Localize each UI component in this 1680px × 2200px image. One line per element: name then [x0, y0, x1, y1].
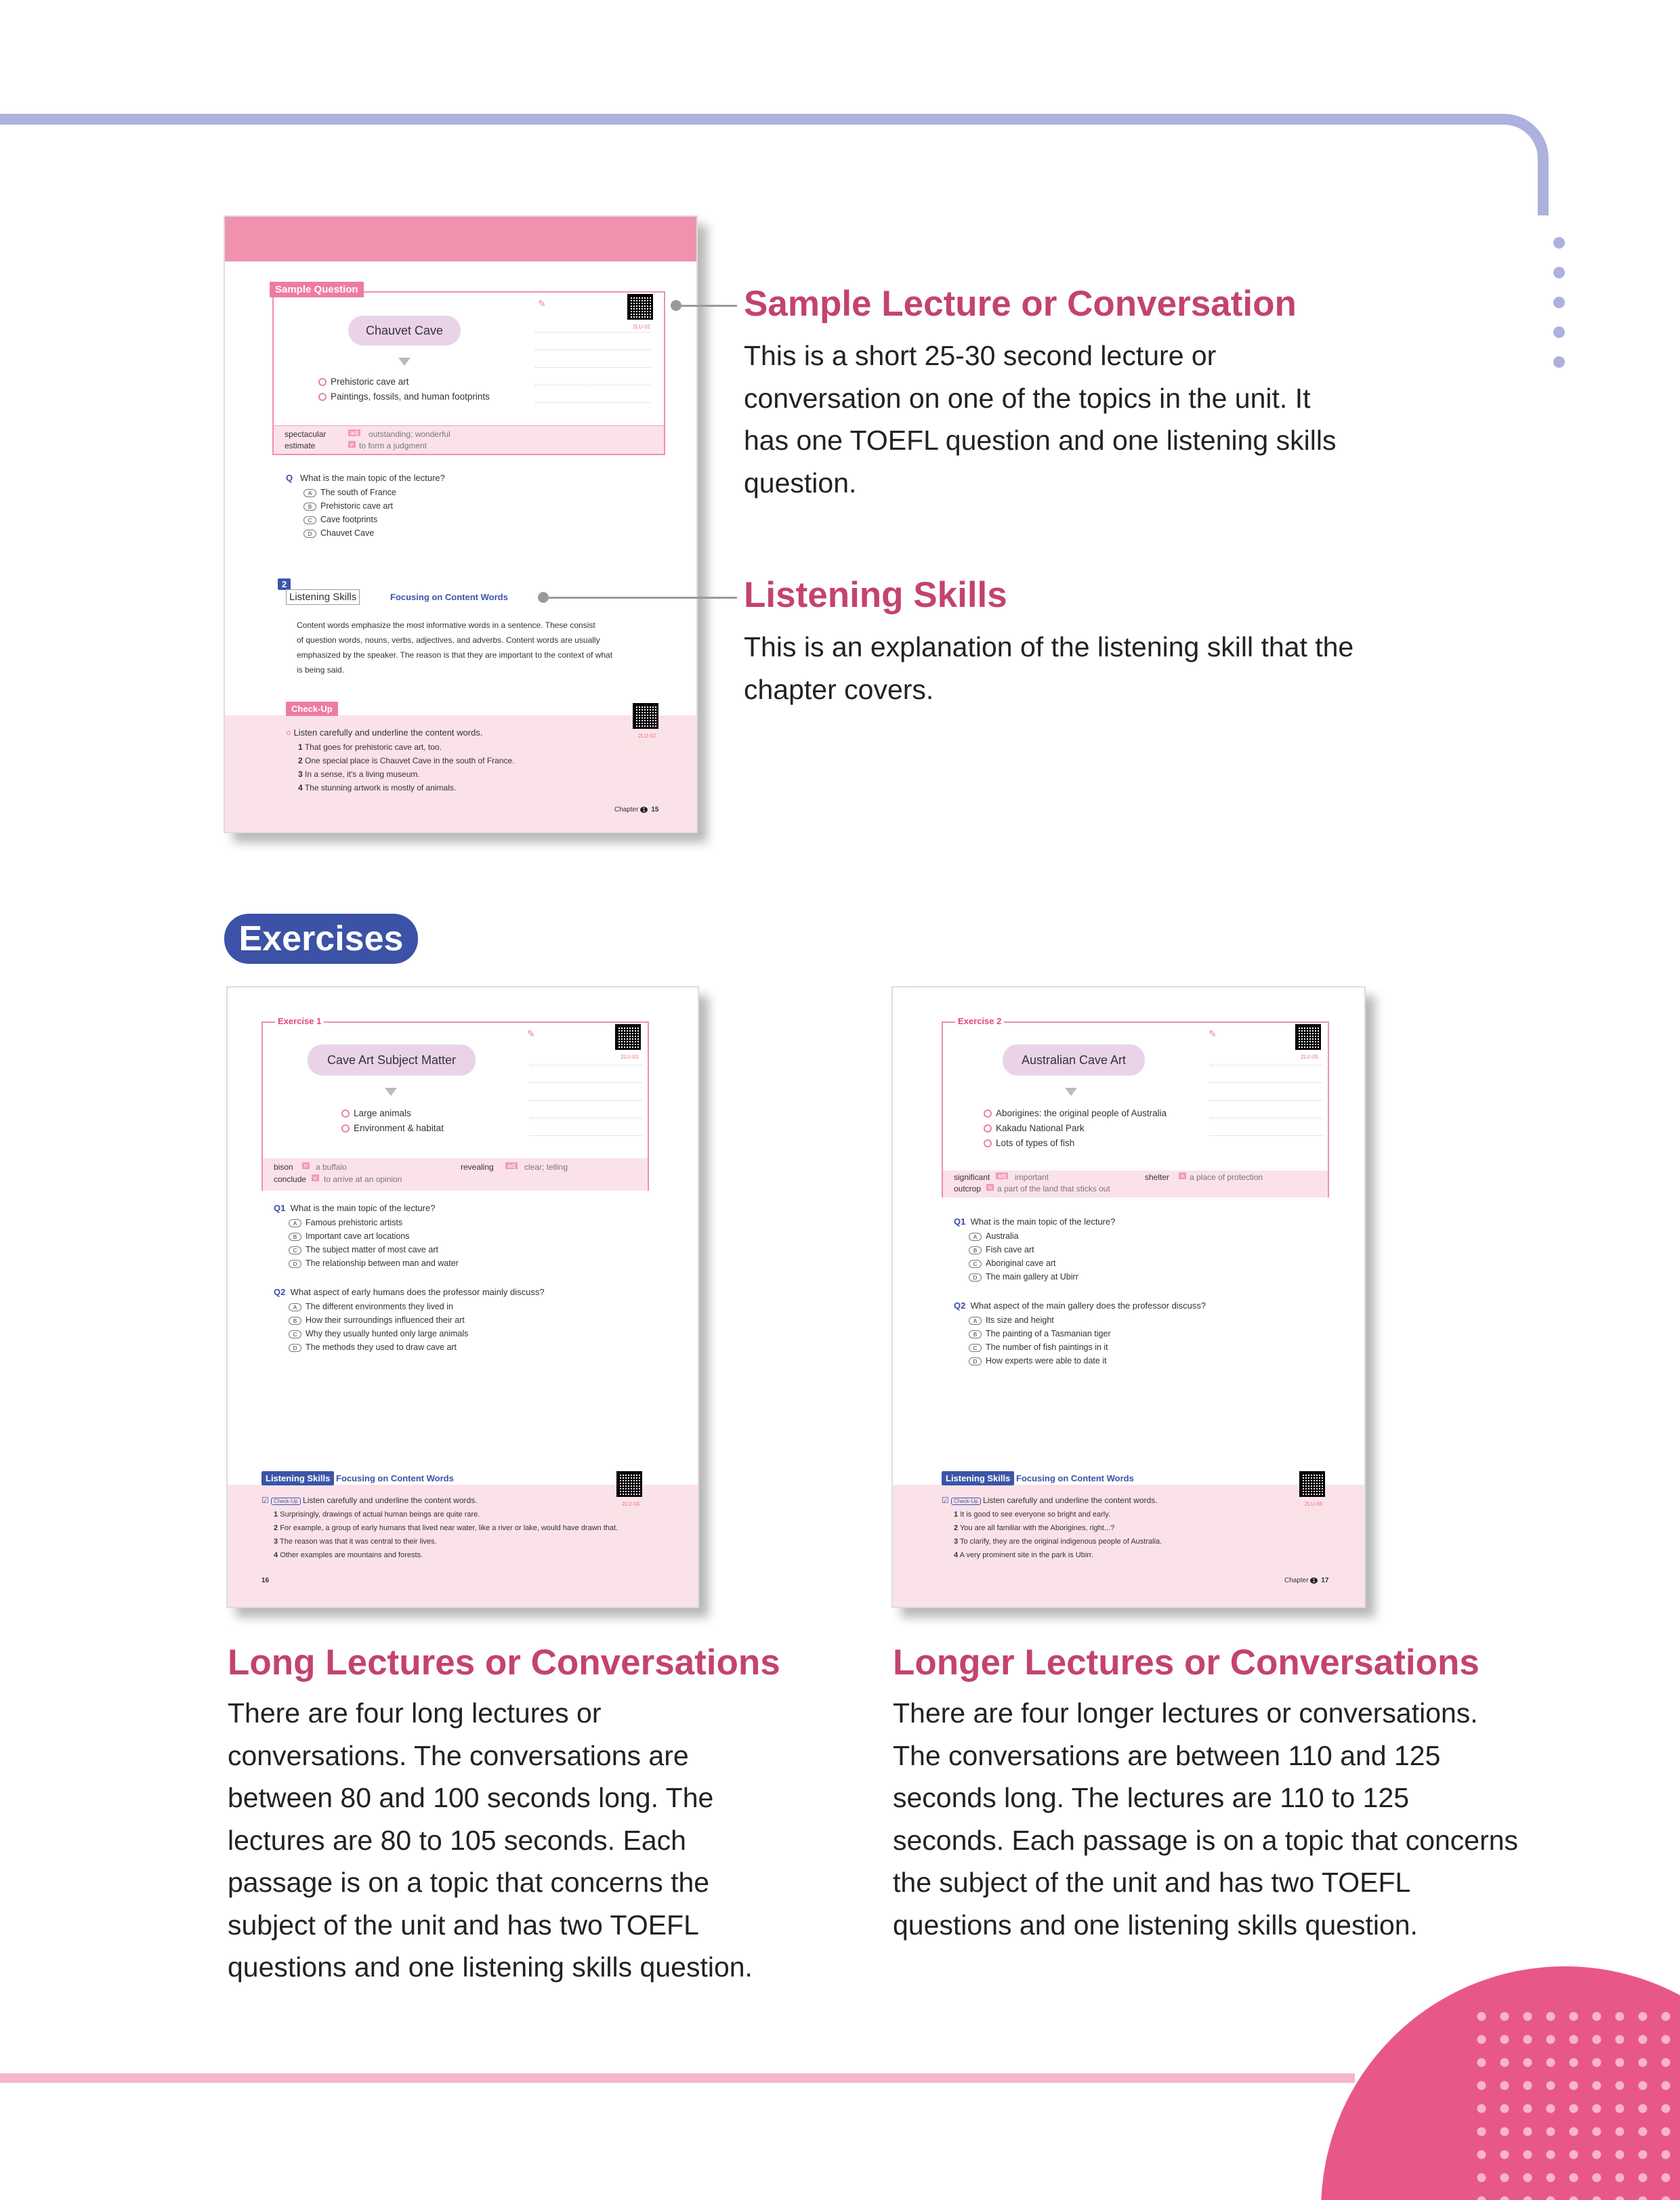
- body-line: There are four long lectures or: [228, 1697, 602, 1729]
- checkup-item: [274, 1510, 480, 1519]
- connector-line: [543, 597, 737, 599]
- vocab-def: to form a judgment: [359, 441, 427, 450]
- option-letter: B: [969, 1246, 982, 1254]
- item-text: The stunning artwork is mostly of animals.: [304, 783, 457, 792]
- bottom-decorative-line: [0, 2073, 1355, 2083]
- vocab-def: clear; telling: [524, 1162, 568, 1172]
- skill-label: Listening Skills: [286, 589, 360, 605]
- item-number: 4: [274, 1551, 278, 1559]
- vocab-pos: adj: [996, 1172, 1008, 1179]
- page-footer: [614, 806, 659, 813]
- sample-question-label: Sample Question: [270, 282, 364, 297]
- exercise-label: Exercise 2: [955, 1016, 1004, 1026]
- skill-label: Listening Skills: [942, 1471, 1014, 1485]
- checkup-item: [298, 756, 515, 765]
- body-line: conversations. The conversations are: [228, 1739, 689, 1771]
- checkup-item: [298, 742, 442, 752]
- qr-code-label: 2LU-04: [622, 1501, 640, 1507]
- option-letter: B: [289, 1317, 301, 1325]
- option-letter: B: [303, 503, 316, 511]
- qr-code-icon: [1295, 1024, 1321, 1050]
- item-text: You are all familiar with the Aborigines, right...?: [959, 1524, 1115, 1532]
- answer-option[interactable]: [969, 1342, 1108, 1352]
- vocab-pos: n: [986, 1184, 994, 1191]
- checkup-item: [274, 1538, 437, 1546]
- option-letter: A: [969, 1317, 982, 1325]
- note-bullet: Aborigines: the original people of Australia: [984, 1108, 1167, 1118]
- topic-pill: Australian Cave Art: [1003, 1044, 1145, 1076]
- vocab-strip: [274, 425, 664, 454]
- option-text: How experts were able to date it: [986, 1356, 1107, 1366]
- checkup-label: Check-Up: [951, 1498, 981, 1505]
- option-letter: B: [289, 1233, 301, 1241]
- skill-text-line: of question words, nouns, verbs, adjectives, and adverbs. Content words are usually: [297, 635, 600, 645]
- note-bullet: Prehistoric cave art: [318, 377, 409, 387]
- body-line: questions and one listening skills question.: [228, 1951, 753, 1983]
- question-number: Q2: [954, 1300, 966, 1311]
- vocab-strip: [943, 1170, 1328, 1198]
- section-heading-listening: Listening Skills: [744, 575, 1007, 615]
- checkup-instruction: ○ Listen carefully and underline the content words.: [286, 727, 483, 738]
- question-stem: What aspect of the main gallery does the professor discuss?: [970, 1300, 1206, 1311]
- note-line: [1210, 1100, 1322, 1101]
- skill-title: Focusing on Content Words: [1016, 1473, 1134, 1483]
- footer-chapter-number: 1: [1310, 1578, 1317, 1584]
- qr-code-icon: [633, 703, 658, 729]
- answer-option[interactable]: [303, 528, 374, 538]
- instruction-text: Listen carefully and underline the content words.: [983, 1496, 1158, 1505]
- option-text: Famous prehistoric artists: [306, 1218, 403, 1227]
- connector-line: [676, 305, 737, 307]
- option-text: Australia: [986, 1231, 1019, 1241]
- checkup-item: [274, 1551, 423, 1559]
- option-letter: C: [289, 1330, 301, 1338]
- option-text: The south of France: [320, 488, 396, 497]
- question-number: Q1: [954, 1217, 966, 1227]
- option-letter: C: [969, 1260, 982, 1268]
- answer-option[interactable]: [289, 1342, 457, 1352]
- body-line: The conversations are between 110 and 125: [893, 1739, 1441, 1771]
- vocab-def: outstanding; wonderful: [369, 429, 450, 439]
- option-letter: A: [289, 1303, 301, 1311]
- option-text: Cave footprints: [320, 515, 378, 524]
- exercise-2-page-thumbnail: [891, 986, 1366, 1608]
- section-body-sample: [744, 335, 1336, 504]
- exercises-heading-badge: Exercises: [224, 914, 418, 964]
- body-line: questions and one listening skills question.: [893, 1909, 1418, 1941]
- item-number: 1: [274, 1510, 278, 1519]
- qr-code-icon: [615, 1024, 641, 1050]
- note-line: [530, 1082, 642, 1083]
- footer-chapter: Chapter: [614, 806, 639, 813]
- checkup-item: [298, 783, 456, 792]
- note-line: [1210, 1135, 1322, 1136]
- question-stem: What is the main topic of the lecture?: [290, 1203, 436, 1213]
- question-number: Q: [286, 473, 293, 483]
- note-bullet: Lots of types of fish: [984, 1138, 1074, 1148]
- qr-code-icon: [627, 294, 653, 320]
- option-letter: D: [289, 1344, 301, 1352]
- pencil-icon: ✎: [1209, 1028, 1217, 1039]
- vocab-word: conclude: [274, 1175, 307, 1184]
- question-text: [954, 1217, 1115, 1227]
- answer-option[interactable]: [303, 501, 393, 511]
- answer-option[interactable]: [969, 1258, 1056, 1268]
- question-stem: What is the main topic of the lecture?: [299, 473, 445, 483]
- arrow-down-icon: [398, 358, 411, 366]
- instruction-text: Listen carefully and underline the content words.: [303, 1496, 478, 1505]
- checkup-item: [954, 1551, 1093, 1559]
- vocab-word: spectacular: [285, 429, 327, 439]
- item-number: 2: [954, 1524, 959, 1532]
- item-number: 1: [954, 1510, 959, 1519]
- checkup-item: [954, 1510, 1110, 1519]
- note-line: [1210, 1082, 1322, 1083]
- note-line: [535, 402, 650, 403]
- answer-option[interactable]: [289, 1258, 459, 1268]
- checkup-item: [954, 1524, 1114, 1532]
- option-text: The number of fish paintings in it: [986, 1342, 1108, 1352]
- item-text: In a sense, it's a living museum.: [305, 769, 420, 779]
- answer-option[interactable]: [969, 1329, 1111, 1338]
- skill-text-line: emphasized by the speaker. The reason is that they are important to the context of what: [297, 650, 613, 660]
- vocab-pos: adj: [348, 429, 360, 436]
- item-text: A very prominent site in the park is Ubirr.: [959, 1551, 1094, 1559]
- item-number: 3: [954, 1538, 959, 1546]
- vocab-word: estimate: [285, 441, 316, 450]
- note-bullet: Kakadu National Park: [984, 1123, 1085, 1133]
- answer-option[interactable]: [969, 1356, 1107, 1366]
- page-number: 17: [1321, 1577, 1329, 1584]
- answer-option[interactable]: [289, 1231, 410, 1241]
- option-letter: A: [289, 1219, 301, 1227]
- checkup-item: [298, 769, 420, 779]
- body-line: conversation on one of the topics in the unit. It: [744, 382, 1311, 414]
- sample-note-box: [272, 291, 665, 455]
- vocab-def: a place of protection: [1190, 1172, 1263, 1182]
- body-line: seconds long. The lectures are 110 to 125: [893, 1782, 1410, 1813]
- option-letter: D: [289, 1260, 301, 1268]
- qr-code-icon: [1299, 1471, 1325, 1497]
- qr-code-label: 2LU-06: [1305, 1501, 1323, 1507]
- item-text: The reason was that it was central to their lives.: [279, 1538, 437, 1546]
- body-line: seconds. Each passage is on a topic that concerns: [893, 1824, 1519, 1856]
- question-number: Q1: [274, 1203, 286, 1213]
- item-number: 2: [274, 1524, 278, 1532]
- body-line: chapter covers.: [744, 673, 934, 705]
- vocab-def: a buffalo: [316, 1162, 347, 1172]
- qr-code-label: 2LU-03: [621, 1054, 639, 1060]
- note-line: [530, 1135, 642, 1136]
- note-line: [530, 1100, 642, 1101]
- answer-option[interactable]: [969, 1272, 1078, 1282]
- checkup-item: [274, 1524, 618, 1532]
- item-text: One special place is Chauvet Cave in the south of France.: [305, 756, 515, 765]
- topic-pill: Cave Art Subject Matter: [308, 1044, 476, 1076]
- option-letter: D: [969, 1273, 982, 1282]
- option-text: How their surroundings influenced their art: [306, 1315, 465, 1325]
- answer-option[interactable]: [969, 1245, 1034, 1254]
- skill-label: Listening Skills: [261, 1471, 334, 1485]
- body-line: lectures are 80 to 105 seconds. Each: [228, 1824, 686, 1856]
- arrow-down-icon: [1065, 1088, 1077, 1096]
- vocab-pos: v: [348, 441, 356, 448]
- section-heading-sample: Sample Lecture or Conversation: [744, 284, 1297, 324]
- option-letter: B: [969, 1330, 982, 1338]
- footer-chapter-number: 1: [640, 807, 647, 813]
- option-text: Important cave art locations: [306, 1231, 410, 1241]
- vocab-pos: n: [1179, 1172, 1186, 1179]
- topic-pill: Chauvet Cave: [348, 316, 461, 345]
- option-letter: D: [303, 530, 316, 538]
- checkup-instruction: ☑ Check-Up Listen carefully and underline the content words.: [942, 1496, 1158, 1505]
- page-footer: [1284, 1577, 1329, 1584]
- option-text: The methods they used to draw cave art: [306, 1342, 457, 1352]
- qr-code-label: 2LU-01: [633, 324, 651, 330]
- arrow-down-icon: [385, 1088, 397, 1096]
- body-line: has one TOEFL question and one listening skills: [744, 425, 1337, 456]
- item-text: That goes for prehistoric cave art, too.: [304, 742, 442, 752]
- answer-option[interactable]: [969, 1315, 1054, 1325]
- option-text: Its size and height: [986, 1315, 1054, 1325]
- page-number: 16: [261, 1577, 270, 1584]
- top-decorative-line: [0, 114, 1549, 215]
- body-line: between 80 and 100 seconds long. The: [228, 1782, 714, 1813]
- option-text: The main gallery at Ubirr: [986, 1272, 1078, 1282]
- checkup-instruction: ☑ Check-Up Listen carefully and underline the content words.: [261, 1496, 478, 1505]
- decorative-dot: [1553, 267, 1565, 278]
- item-number: 4: [954, 1551, 959, 1559]
- option-letter: C: [969, 1344, 982, 1352]
- item-number: 3: [274, 1538, 278, 1546]
- item-text: Other examples are mountains and forests.: [280, 1551, 423, 1559]
- page-number: 15: [651, 806, 659, 813]
- instruction-text: Listen carefully and underline the content words.: [293, 727, 483, 738]
- vocab-def: important: [1015, 1172, 1049, 1182]
- option-text: The relationship between man and water: [306, 1258, 459, 1268]
- decorative-dot: [1553, 237, 1565, 249]
- sample-page-thumbnail: [224, 215, 698, 833]
- vocab-word: bison: [274, 1162, 293, 1172]
- note-bullet: Paintings, fossils, and human footprints: [318, 392, 490, 402]
- body-line: There are four longer lectures or conversations.: [893, 1697, 1478, 1729]
- question-stem: What is the main topic of the lecture?: [970, 1217, 1116, 1227]
- vocab-word: outcrop: [954, 1184, 982, 1193]
- vocab-pos: adj: [505, 1162, 518, 1169]
- option-letter: A: [303, 489, 316, 497]
- item-text: To clarify, they are the original indigenous people of Australia.: [959, 1538, 1162, 1546]
- question-stem: What aspect of early humans does the professor mainly discuss?: [290, 1287, 545, 1297]
- qr-code-icon: [616, 1471, 642, 1497]
- item-number: 4: [298, 783, 303, 792]
- skill-title: Focusing on Content Words: [390, 592, 508, 602]
- vocab-pos: n: [302, 1162, 310, 1169]
- decorative-dot: [1553, 356, 1565, 368]
- answer-option[interactable]: [303, 488, 396, 497]
- skill-title: Focusing on Content Words: [336, 1473, 454, 1483]
- option-text: The painting of a Tasmanian tiger: [986, 1329, 1111, 1338]
- item-text: For example, a group of early humans that lived near water, like a river or lake, would have drawn that.: [280, 1524, 618, 1532]
- page-header-band: [225, 217, 696, 261]
- decorative-dot-grid: [1470, 2005, 1680, 2200]
- answer-option[interactable]: [289, 1329, 468, 1338]
- answer-option[interactable]: [289, 1218, 402, 1227]
- section-heading-long: Long Lectures or Conversations: [228, 1643, 780, 1683]
- item-text: It is good to see everyone so bright and early.: [960, 1510, 1110, 1519]
- checkup-label: Check-Up: [271, 1498, 301, 1505]
- answer-option[interactable]: [289, 1245, 438, 1254]
- vocab-word: revealing: [461, 1162, 494, 1172]
- exercise-1-page-thumbnail: [226, 986, 699, 1608]
- vocab-word: significant: [954, 1172, 990, 1182]
- section-body-longer: [893, 1692, 1518, 1946]
- pencil-icon: ✎: [527, 1028, 535, 1039]
- exercise-label: Exercise 1: [275, 1016, 324, 1026]
- skill-number-badge: 2: [278, 578, 291, 590]
- body-line: the subject of the unit and has two TOEFL: [893, 1867, 1411, 1898]
- answer-option[interactable]: [303, 515, 377, 524]
- question-text: [274, 1287, 545, 1297]
- vocab-word: shelter: [1145, 1172, 1170, 1182]
- vocab-strip: [263, 1158, 648, 1191]
- body-line: question.: [744, 467, 857, 499]
- decorative-dot: [1553, 326, 1565, 338]
- option-text: The different environments they lived in: [306, 1302, 453, 1311]
- item-number: 2: [298, 756, 303, 765]
- body-line: This is a short 25-30 second lecture or: [744, 340, 1217, 371]
- option-text: The subject matter of most cave art: [306, 1245, 438, 1254]
- note-line: [535, 367, 650, 368]
- option-text: Prehistoric cave art: [320, 501, 393, 511]
- option-letter: C: [289, 1246, 301, 1254]
- note-bullet: Large animals: [341, 1108, 411, 1118]
- item-number: 1: [298, 742, 303, 752]
- vocab-def: a part of the land that sticks out: [997, 1184, 1110, 1193]
- option-letter: C: [303, 516, 316, 524]
- qr-code-label: 2LU-02: [638, 733, 656, 739]
- footer-chapter: Chapter: [1284, 1577, 1309, 1584]
- option-text: Fish cave art: [986, 1245, 1034, 1254]
- vocab-pos: v: [312, 1175, 319, 1181]
- vocab-def: to arrive at an opinion: [324, 1175, 402, 1184]
- option-text: Aboriginal cave art: [986, 1258, 1056, 1268]
- body-line: subject of the unit and has two TOEFL: [228, 1909, 699, 1941]
- note-bullet: Environment & habitat: [341, 1123, 444, 1133]
- option-text: Chauvet Cave: [320, 528, 375, 538]
- decorative-dot: [1553, 297, 1565, 308]
- pencil-icon: ✎: [538, 298, 546, 309]
- option-letter: A: [969, 1233, 982, 1241]
- option-letter: D: [969, 1357, 982, 1366]
- body-line: This is an explanation of the listening skill that the: [744, 631, 1354, 662]
- section-body-long: [228, 1692, 753, 1989]
- question-text: [274, 1203, 435, 1213]
- option-text: Why they usually hunted only large animals: [306, 1329, 469, 1338]
- answer-option[interactable]: [969, 1231, 1019, 1241]
- answer-option[interactable]: [289, 1315, 465, 1325]
- qr-code-label: 2LU-05: [1301, 1054, 1319, 1060]
- question-text: [954, 1300, 1206, 1311]
- section-body-listening: [744, 626, 1353, 711]
- section-heading-longer: Longer Lectures or Conversations: [893, 1643, 1479, 1683]
- skill-text-line: is being said.: [297, 665, 345, 675]
- skill-text-line: Content words emphasize the most informative words in a sentence. These consist: [297, 620, 595, 630]
- answer-option[interactable]: [289, 1302, 453, 1311]
- item-text: Surprisingly, drawings of actual human beings are quite rare.: [280, 1510, 480, 1519]
- note-line: [535, 332, 650, 333]
- body-line: passage is on a topic that concerns the: [228, 1867, 710, 1898]
- question-number: Q2: [274, 1287, 286, 1297]
- question-text: [286, 473, 445, 483]
- checkup-item: [954, 1538, 1162, 1546]
- checkup-label: Check-Up: [286, 702, 338, 716]
- item-number: 3: [298, 769, 303, 779]
